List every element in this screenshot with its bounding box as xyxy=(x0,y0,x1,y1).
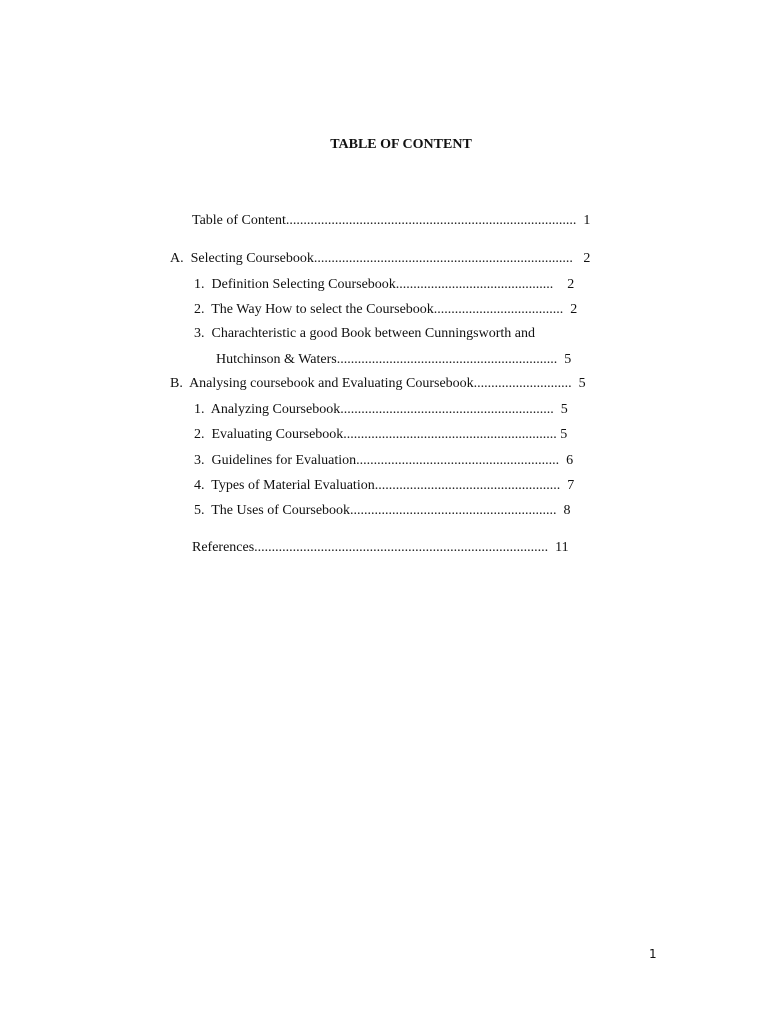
toc-entry-section-b: B. Analysing coursebook and Evaluating Coursebook............................ 5 xyxy=(170,376,586,391)
toc-entry-b2: 2. Evaluating Coursebook............................................................. 5 xyxy=(194,427,568,442)
toc-entry-a1: 1. Definition Selecting Coursebook............................................. 2 xyxy=(194,277,575,292)
page-number: 1 xyxy=(649,947,657,961)
toc-entry-table-of-content: Table of Content................................................................................... 1 xyxy=(192,213,591,228)
toc-entry-b3: 3. Guidelines for Evaluation.......................................................... 6 xyxy=(194,453,574,468)
toc-entry-a3-continued: Hutchinson & Waters............................................................... 5 xyxy=(216,352,572,367)
toc-entry-section-a: A. Selecting Coursebook.......................................................................... 2 xyxy=(170,251,591,266)
toc-entry-a2: 2. The Way How to select the Coursebook..................................... 2 xyxy=(194,302,578,317)
page-title: TABLE OF CONTENT xyxy=(330,137,472,152)
toc-entry-a3: 3. Charachteristic a good Book between Cunningsworth and xyxy=(194,326,535,341)
toc-entry-b1: 1. Analyzing Coursebook............................................................. 5 xyxy=(194,402,568,417)
toc-entry-b5: 5. The Uses of Coursebook........................................................... 8 xyxy=(194,503,571,518)
toc-entry-references: References.................................................................................... 11 xyxy=(192,540,569,555)
toc-entry-b4: 4. Types of Material Evaluation..................................................... 7 xyxy=(194,478,575,493)
